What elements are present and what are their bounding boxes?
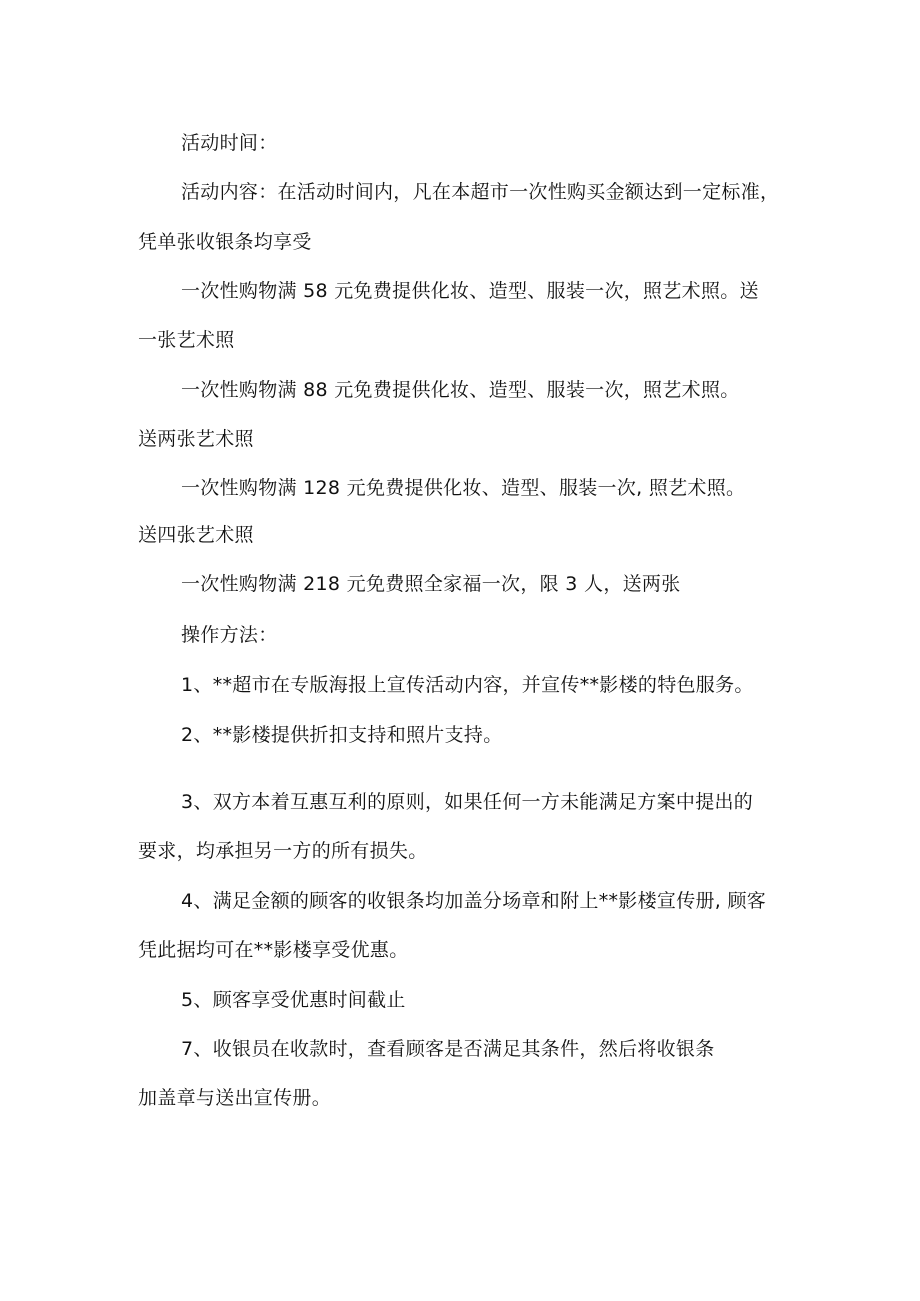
step-7-cont: 加盖章与送出宣传册。 (138, 1087, 332, 1109)
step-1-line: 1、**超市在专版海报上宣传活动内容，并宣传**影楼的特色服务。 (181, 674, 754, 696)
tier-58-cont: 一张艺术照 (138, 329, 235, 351)
step-5-line: 5、顾客享受优惠时间截止 (181, 989, 406, 1011)
step-7-line: 7、收银员在收款时，查看顾客是否满足其条件，然后将收银条 (181, 1038, 715, 1060)
activity-content-line: 活动内容：在活动时间内，凡在本超市一次性购买金额达到一定标准， (181, 181, 780, 203)
step-4-line: 4、满足金额的顾客的收银条均加盖分场章和附上**影楼宣传册, 顾客 (181, 890, 767, 912)
tier-128-cont: 送四张艺术照 (138, 524, 254, 546)
step-4-cont: 凭此据均可在**影楼享受优惠。 (138, 939, 409, 961)
step-3-line: 3、双方本着互惠互利的原则，如果任何一方未能满足方案中提出的 (181, 791, 754, 813)
step-2-line: 2、**影楼提供折扣支持和照片支持。 (181, 724, 503, 746)
activity-content-cont: 凭单张收银条均享受 (138, 231, 312, 253)
operation-method-heading: 操作方法： (181, 624, 278, 646)
tier-58-line: 一次性购物满 58 元免费提供化妆、造型、服装一次，照艺术照。送 (181, 280, 759, 302)
step-3-cont: 要求，均承担另一方的所有损失。 (138, 840, 428, 862)
activity-time-line: 活动时间： (181, 132, 278, 154)
tier-88-cont: 送两张艺术照 (138, 428, 254, 450)
tier-88-line: 一次性购物满 88 元免费提供化妆、造型、服装一次，照艺术照。 (181, 379, 740, 401)
tier-218-line: 一次性购物满 218 元免费照全家福一次，限 3 人，送两张 (181, 573, 681, 595)
tier-128-line: 一次性购物满 128 元免费提供化妆、造型、服装一次, 照艺术照。 (181, 477, 746, 499)
